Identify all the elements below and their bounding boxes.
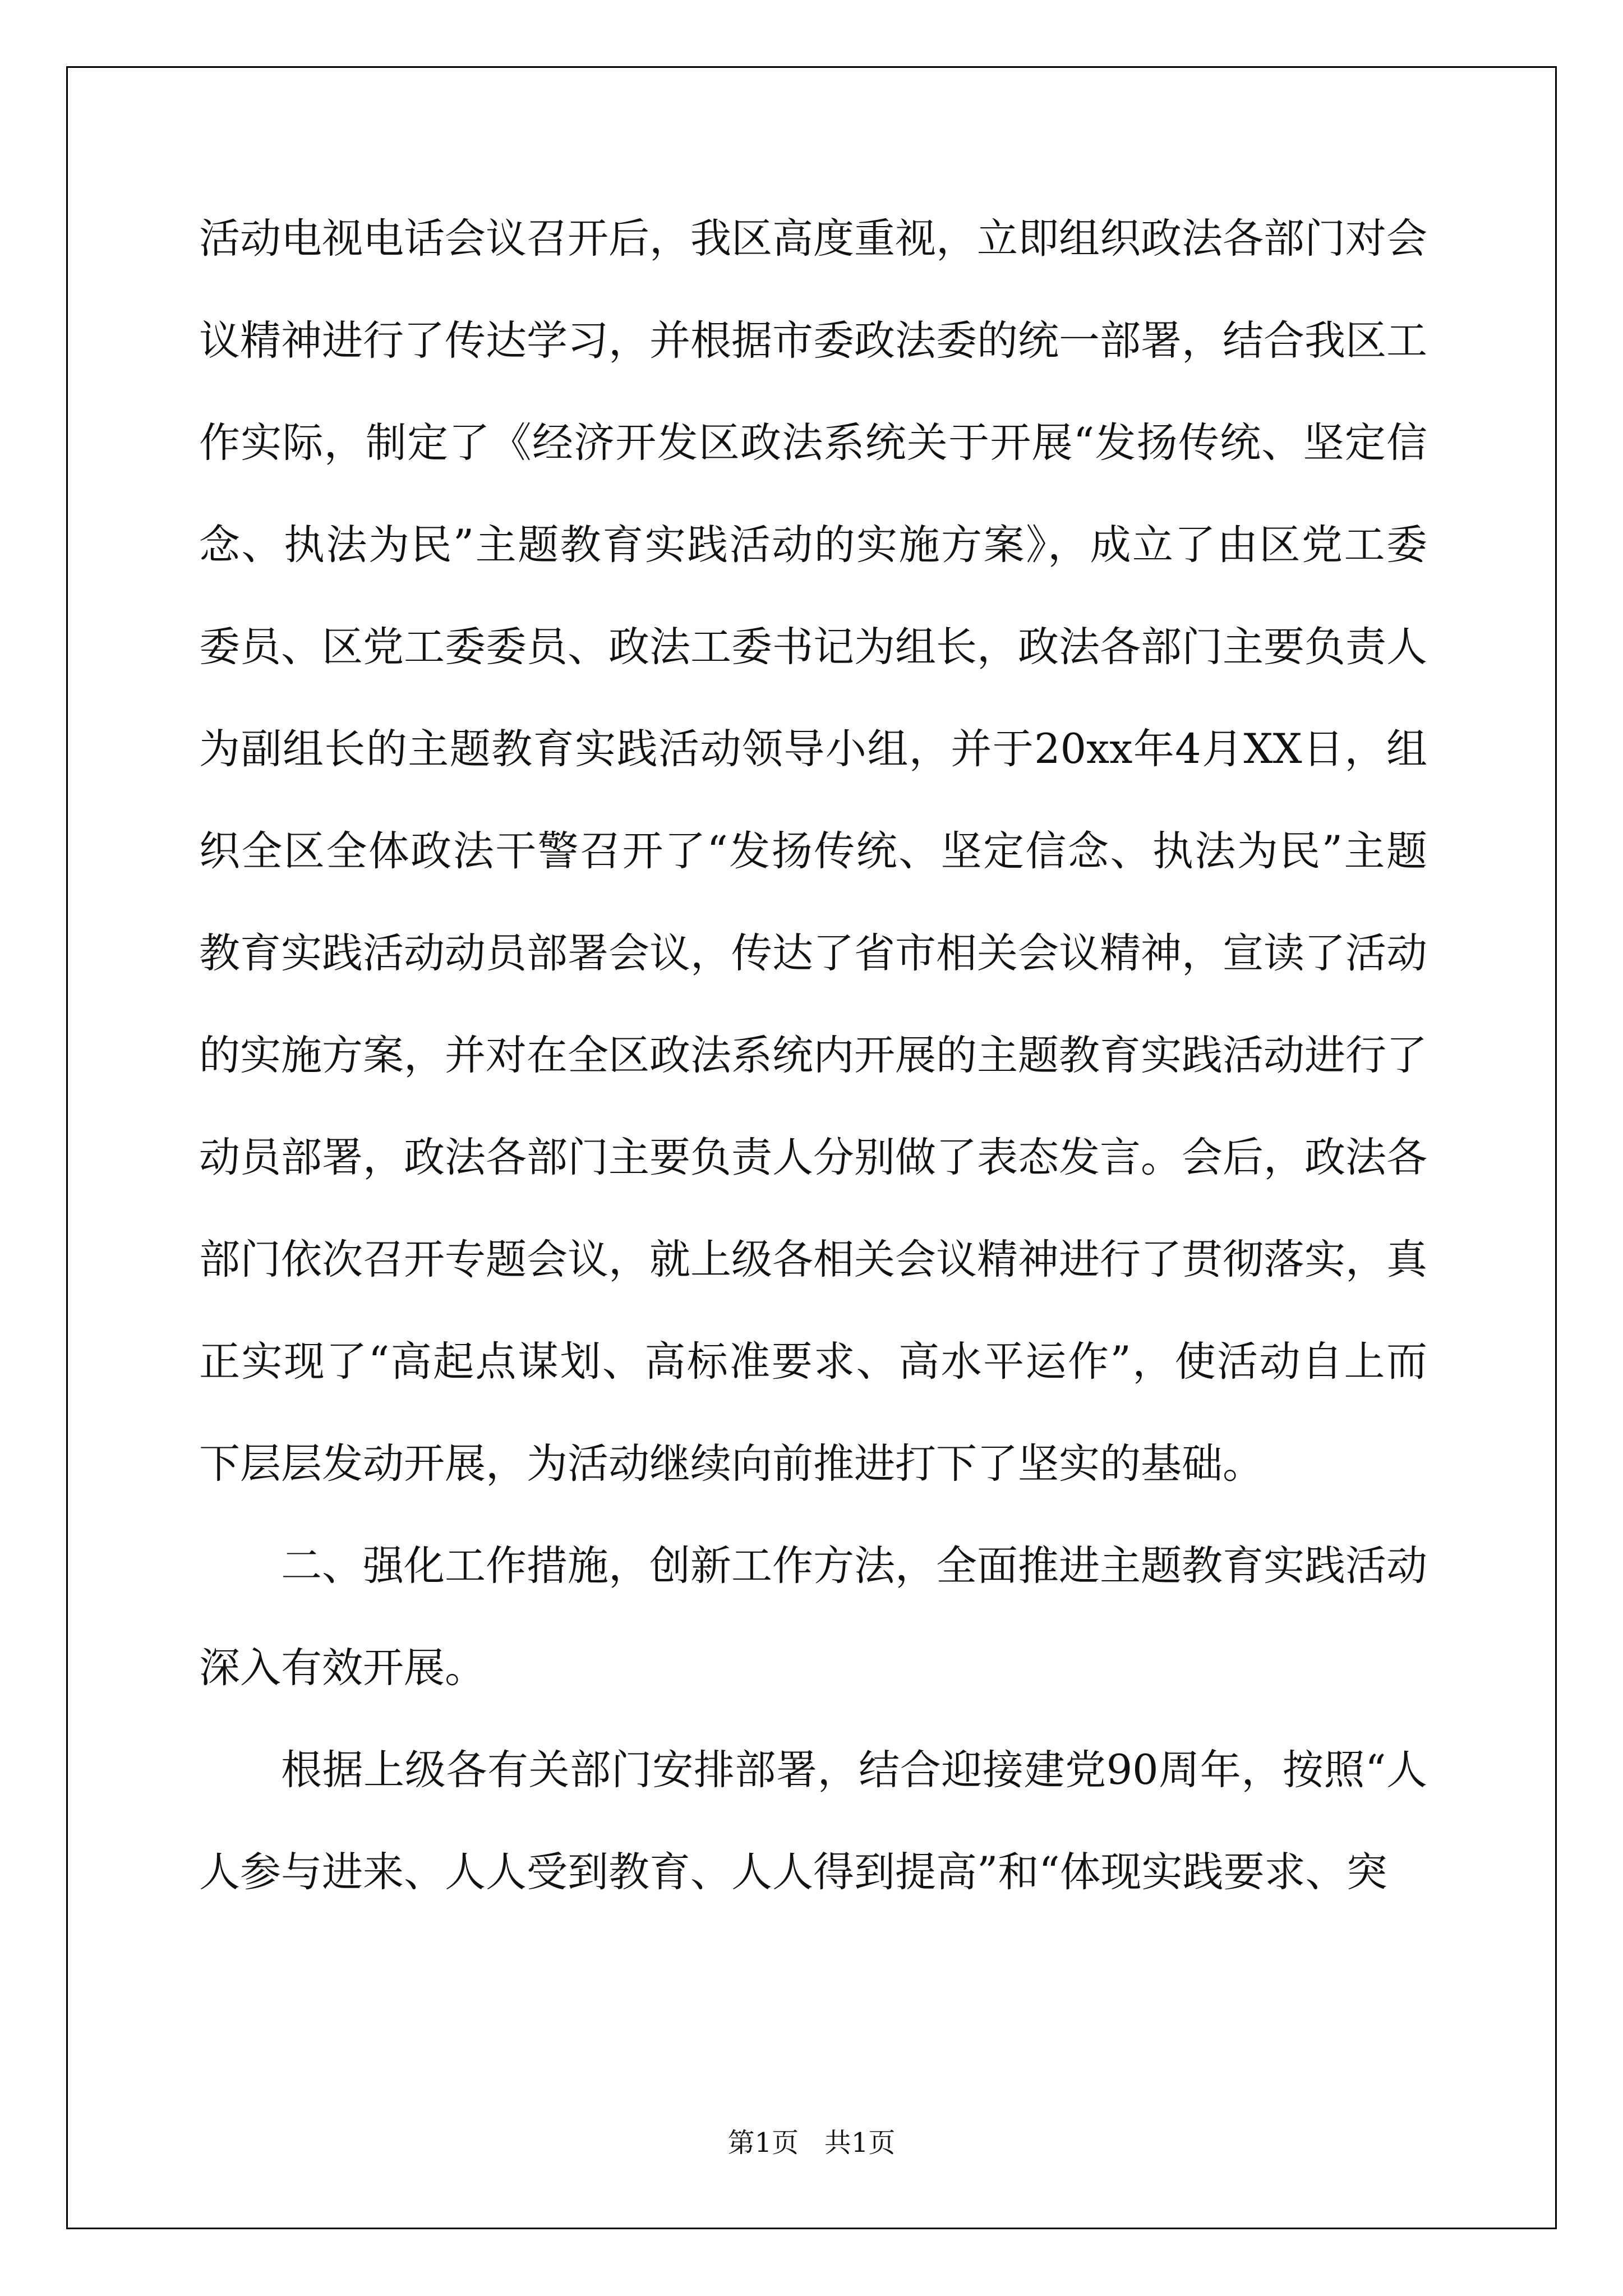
document-body [199, 188, 1427, 1924]
page-number-footer: 第1页 共1页 [727, 2127, 896, 2159]
paragraph-2-heading: 二、强化工作措施，创新工作方法，全面推进主题教育实践活动深入有效开展。 [199, 1542, 1427, 1692]
paragraph-1: 活动电视电话会议召开后，我区高度重视，立即组织政法各部门对会议精神进行了传达学习，并根据市委政法委的统一部署，结合我区工作实际，制定了《经济开发区政法系统关于开展“发扬传统、坚定信念、执法为民”主题教育实践活动的实施方案》，成立了由区党工委委员、区党工委委员、政法工委书记为组长，政法各部门主要负责人为副组长的主题教育实践活动领导小组，并于20xx年4月XX日，组织全区全体政法干警召开了“发扬传统、坚定信念、执法为民”主题教育实践活动动员部署会议，传达了省市相关会议精神，宣读了活动的实施方案，并对在全区政法系统内开展的主题教育实践活动进行了动员部署，政法各部门主要负责人分别做了表态发言。会后，政法各部门依次召开专题会议，就上级各相关会议精神进行了贯彻落实，真正实现了“高起点谋划、高标准要求、高水平运作”，使活动自上而下层层发动开展，为活动继续向前推进打下了坚实的基础。 [199, 215, 1427, 1488]
paragraph-3: 根据上级各有关部门安排部署，结合迎接建党90周年，按照“人人参与进来、人人受到教育、人人得到提高”和“体现实践要求、突 [199, 1746, 1427, 1896]
